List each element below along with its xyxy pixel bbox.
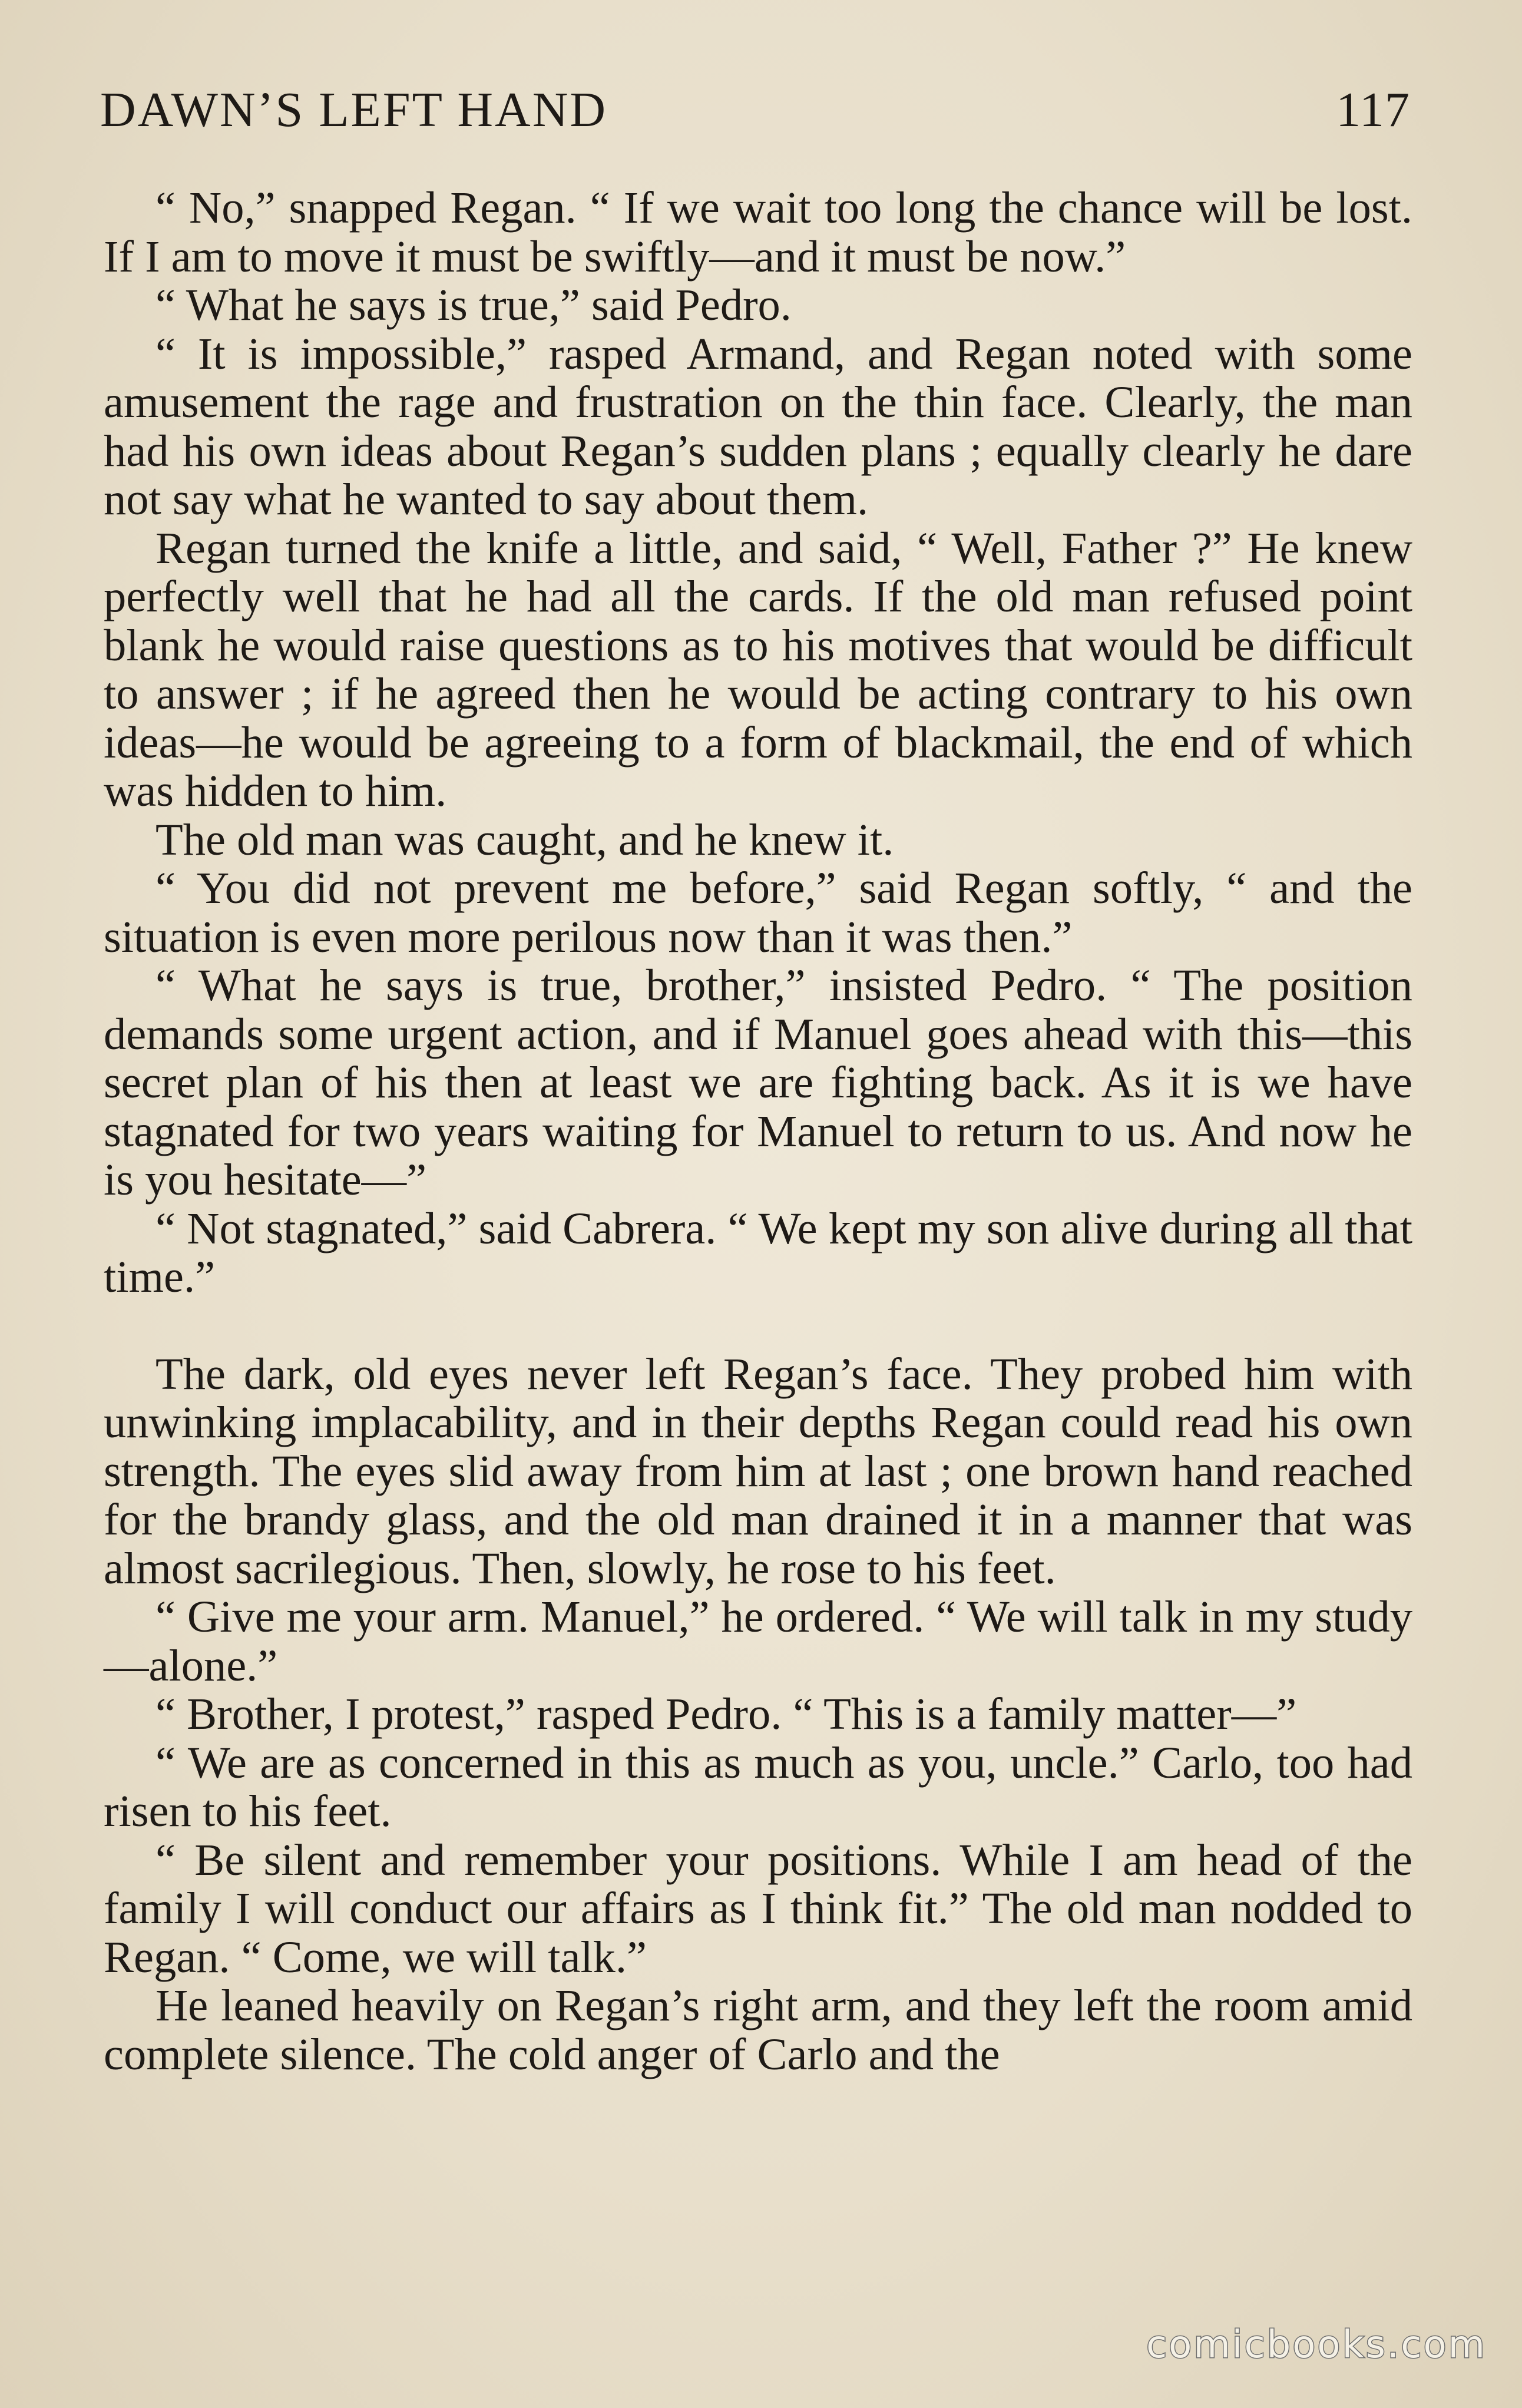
watermark: comicbooks.com (1146, 2323, 1487, 2367)
page-number: 117 (1336, 82, 1410, 137)
page-body (104, 184, 1412, 2079)
section-break (104, 1302, 1412, 1350)
paragraph: The dark, old eyes never left Regan’s face. They probed him with unwinking implacability, and in their depths Regan could read his own strength. The eyes slid away from him at last ; one brown hand reached for the brandy glass, and the old man drained it in a manner that was almost sacrilegious. Then, slowly, he rose to his feet. (104, 1348, 1412, 1593)
running-title: DAWN’S LEFT HAND (100, 82, 608, 137)
paragraph: “ Not stagnated,” said Cabrera. “ We kept my son alive during all that time.” (104, 1203, 1412, 1302)
page-header (100, 81, 1410, 140)
paragraph: “ Be silent and remember your positions. While I am head of the family I will conduct our affairs as I think fit.” The old man nodded to Regan. “ Come, we will talk.” (104, 1834, 1412, 1982)
paragraph: “ What he says is true,” said Pedro. (155, 280, 792, 330)
paragraph: “ What he says is true, brother,” insisted Pedro. “ The position demands some urgent action, and if Manuel goes ahead with this—this secret plan of his then at least we are fighting back. As it is we have stagnated for two years waiting for Manuel to return to us. And now he is you hesitate—” (104, 960, 1412, 1205)
paragraph: “ Give me your arm. Manuel,” he ordered. “ We will talk in my study—alone.” (104, 1592, 1412, 1691)
paragraph: The old man was caught, and he knew it. (155, 814, 894, 865)
paragraph: “ It is impossible,” rasped Armand, and Regan noted with some amusement the rage and frustration on the thin face. Clearly, the man had his own ideas about Regan’s sudden plans ; equally clearly he dare not say what he wanted to say about them. (104, 328, 1412, 524)
paragraph: He leaned heavily on Regan’s right arm, and they left the room amid complete silence. The cold anger of Carlo and the (104, 1980, 1412, 2079)
paragraph: “ We are as concerned in this as much as you, uncle.” Carlo, too had risen to his feet. (104, 1737, 1412, 1836)
paragraph: “ Brother, I protest,” rasped Pedro. “ This is a family matter—” (155, 1689, 1297, 1739)
paragraph: “ You did not prevent me before,” said Regan softly, “ and the situation is even more perilous now than it was then.” (104, 863, 1412, 962)
paragraph: Regan turned the knife a little, and said, “ Well, Father ?” He knew perfectly well that he had all the cards. If the old man refused point blank he would raise questions as to his motives that would be difficult to answer ; if he agreed then he would be acting contrary to his own ideas—he would be agreeing to a form of blackmail, the end of which was hidden to him. (104, 522, 1412, 816)
paragraph: “ No,” snapped Regan. “ If we wait too long the chance will be lost. If I am to move it must be swiftly—and it must be now.” (104, 183, 1412, 282)
